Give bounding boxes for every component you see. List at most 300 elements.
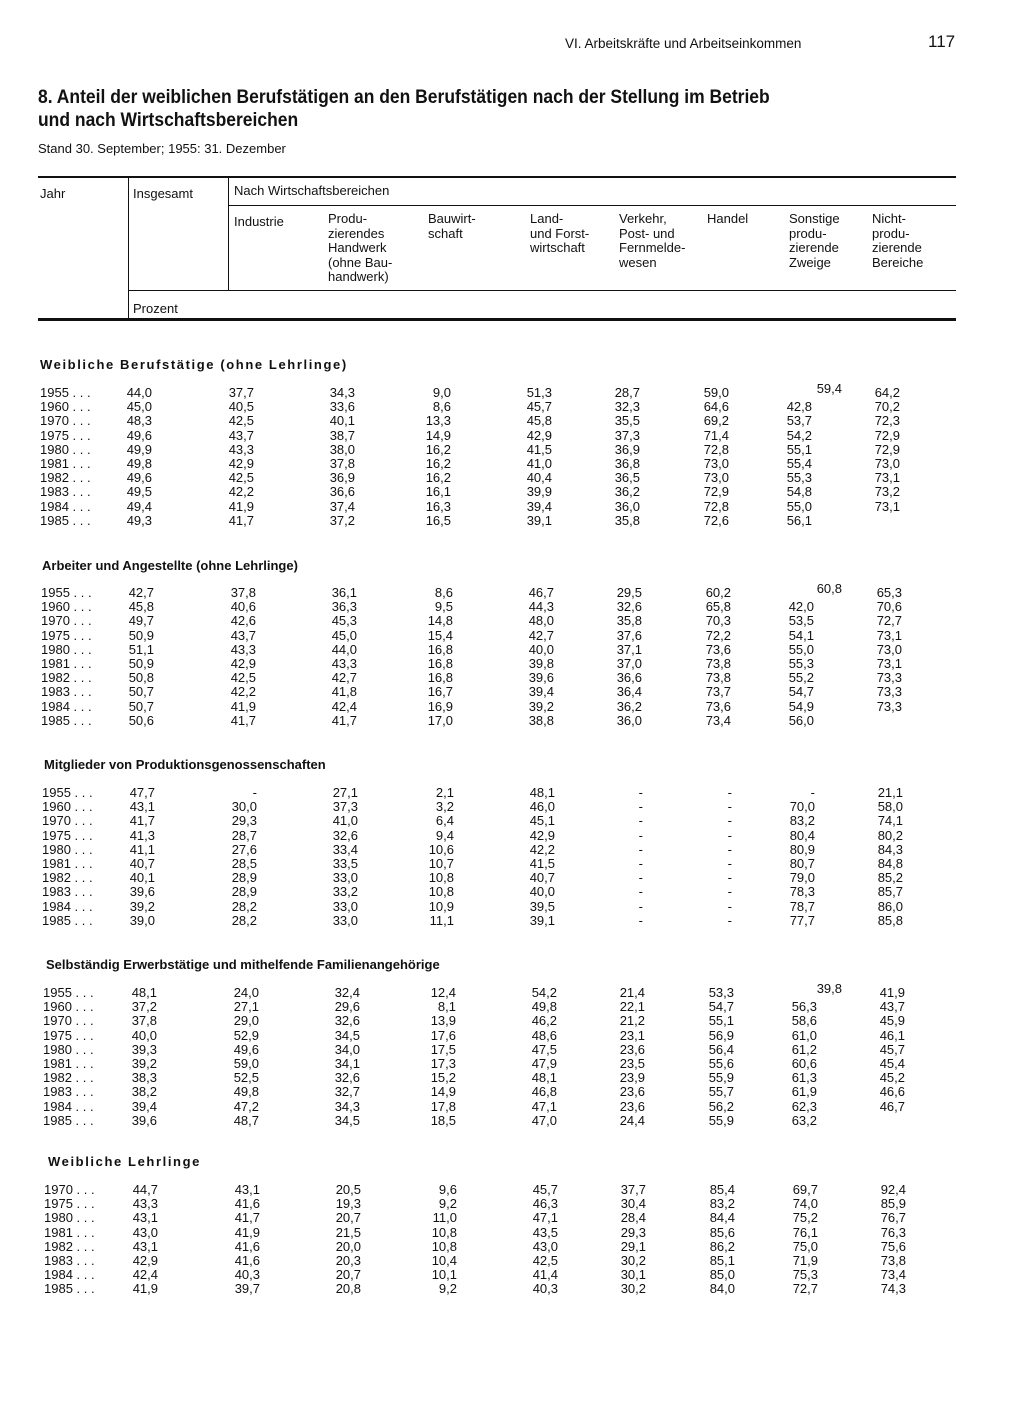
table-row [0,800,1024,814]
year-cell: 1982 . . . [44,1238,95,1254]
value-cell: 80,9 [789,841,815,857]
value-cell: 59,0 [233,1056,259,1071]
value-cell: - [727,870,732,886]
value-cell: 54,1 [788,627,814,643]
value-cell: 29,3 [231,813,257,829]
value-cell: 69,2 [703,413,729,429]
value-cell: 10,4 [431,1253,457,1268]
value-cell: 72,9 [874,427,900,443]
value-cell: 29,6 [334,999,360,1015]
table-row [0,414,1024,428]
value-cell: 36,4 [616,684,642,700]
value-cell: 55,0 [786,498,812,514]
value-cell: 39,1 [526,512,552,528]
table-row [0,981,1024,1000]
value-cell: 63,2 [791,1112,817,1128]
value-cell: 16,5 [425,512,451,528]
sub-rule [228,205,956,206]
year-cell: 1985 . . . [41,712,92,728]
section-title: Weibliche Berufstätige (ohne Lehrlinge) [40,357,348,372]
value-cell: 37,6 [616,627,642,643]
value-cell: 85,1 [709,1253,735,1268]
value-cell: 33,0 [332,870,358,886]
value-cell: 73,1 [876,656,902,671]
year-cell: 1970 . . . [42,813,93,829]
value-cell: 32,6 [616,599,642,615]
table-row [0,1197,1024,1211]
value-cell: 45,1 [529,813,555,829]
value-cell: 39,9 [526,484,552,500]
value-cell: - [638,856,643,871]
value-cell: 46,0 [529,799,555,815]
value-cell: 80,4 [789,827,815,843]
value-cell: 48,1 [131,985,157,1000]
value-cell: 32,4 [334,985,360,1000]
table-row [0,685,1024,699]
value-cell: 76,3 [880,1224,906,1240]
value-cell: 42,9 [526,427,552,443]
value-cell: 49,8 [233,1084,259,1100]
table-row [0,429,1024,443]
value-cell: 73,6 [705,698,731,714]
value-cell: 13,9 [430,1013,456,1029]
value-cell: 61,3 [791,1070,817,1086]
value-cell: 75,3 [792,1267,818,1283]
value-cell: 21,4 [619,985,645,1000]
table-row [0,643,1024,657]
value-cell: 42,5 [532,1253,558,1268]
value-cell: 75,6 [880,1238,906,1254]
value-cell: 56,9 [708,1027,734,1043]
value-cell: 16,8 [427,656,453,671]
value-cell: 58,6 [791,1013,817,1029]
value-cell: 49,9 [126,441,152,457]
value-cell: - [638,884,643,900]
year-cell: 1983 . . . [44,1253,95,1268]
value-cell: 55,9 [708,1112,734,1128]
value-cell: 11,1 [429,912,454,928]
value-cell: 72,6 [703,512,729,528]
year-cell: 1981 . . . [44,1224,95,1240]
table-row [0,614,1024,628]
value-cell: 73,0 [703,470,729,486]
value-cell: 43,1 [129,799,155,815]
value-cell: - [727,841,732,857]
value-cell: 33,2 [332,884,358,900]
value-cell: 39,2 [131,1056,157,1071]
value-cell: 38,2 [131,1084,157,1100]
year-cell: 1980 . . . [44,1210,95,1226]
value-cell: 69,7 [792,1182,818,1197]
value-cell: 58,0 [877,799,903,815]
value-cell: 24,0 [233,985,259,1000]
value-cell: 85,2 [877,870,903,886]
value-cell: 21,2 [619,1013,645,1029]
value-cell: 60,2 [705,585,731,600]
value-cell: 41,1 [129,841,155,857]
unit-rule [128,290,956,291]
value-cell: 45,9 [879,1013,905,1029]
value-cell: 36,9 [614,441,640,457]
value-cell: 37,1 [616,641,642,657]
year-cell: 1980 . . . [42,841,93,857]
value-cell: 10,8 [431,1224,457,1240]
value-cell: 36,2 [616,698,642,714]
value-cell: 23,6 [619,1041,645,1057]
col-header-industrie: Industrie [234,214,284,229]
value-cell: 42,2 [228,484,254,500]
value-cell: 41,6 [234,1196,260,1212]
value-cell: 86,2 [709,1238,735,1254]
value-cell: 37,8 [329,456,355,471]
value-cell: 8,6 [434,585,453,600]
value-cell: 36,8 [614,456,640,471]
value-cell: 8,6 [432,399,451,415]
value-cell: 52,5 [233,1070,259,1086]
table-row [0,914,1024,928]
value-cell: 42,5 [230,670,256,686]
page-number: 117 [928,32,956,51]
value-cell: 37,7 [228,385,254,400]
value-cell: 56,4 [708,1041,734,1057]
value-cell: 49,6 [126,427,152,443]
value-cell: 9,2 [438,1196,457,1212]
value-cell: 35,5 [614,413,640,429]
value-cell-offset: 39,8 [816,981,842,996]
table-row [0,1043,1024,1057]
value-cell: 46,7 [879,1098,905,1114]
value-cell: 54,2 [786,427,812,443]
value-cell: 46,3 [532,1196,558,1212]
table-row [0,814,1024,828]
value-cell: 61,2 [791,1041,817,1057]
value-cell: 72,8 [703,441,729,457]
value-cell: 50,8 [128,670,154,686]
value-cell: 28,2 [231,912,257,928]
table-row [0,671,1024,685]
year-cell: 1970 . . . [44,1182,95,1197]
value-cell: 49,8 [126,456,152,471]
col-header-jahr: Jahr [40,186,66,201]
value-cell: 40,1 [129,870,155,886]
value-cell: 54,2 [531,985,557,1000]
value-cell: 35,8 [616,613,642,629]
value-cell: - [727,912,732,928]
value-cell: 39,6 [131,1112,157,1128]
value-cell: 30,0 [231,799,257,815]
value-cell: 42,4 [132,1267,158,1283]
year-cell: 1981 . . . [40,456,91,471]
col-header-handel: Handel [707,211,749,226]
value-cell: 73,1 [874,498,900,514]
value-cell: 47,2 [233,1098,259,1114]
value-cell: - [727,856,732,871]
value-cell: 47,1 [531,1098,557,1114]
table-row [0,1240,1024,1254]
value-cell: 42,4 [331,698,357,714]
value-cell: 45,7 [879,1041,905,1057]
value-cell: 43,3 [331,656,357,671]
value-cell: 56,2 [708,1098,734,1114]
value-cell: 36,2 [614,484,640,500]
value-cell: 22,1 [619,999,645,1015]
value-cell: 73,6 [705,641,731,657]
value-cell: 55,9 [708,1070,734,1086]
value-cell: 77,7 [789,912,815,928]
value-cell: 17,3 [430,1056,456,1071]
value-cell: 37,8 [131,1013,157,1029]
year-cell: 1984 . . . [40,498,91,514]
table-row [0,471,1024,485]
value-cell: - [638,813,643,829]
value-cell: 49,8 [531,999,557,1015]
value-cell: 55,3 [788,656,814,671]
col-header-verkehr: Verkehr, Post- und Fernmelde- wesen [619,211,686,270]
value-cell: 74,3 [880,1281,906,1297]
year-cell: 1975 . . . [42,827,93,843]
value-cell: 29,0 [233,1013,259,1029]
value-cell: 23,1 [619,1027,645,1043]
year-cell: 1955 . . . [41,585,92,600]
col-header-nichtproduzierende: Nicht- produ- zierende Bereiche [872,211,924,270]
value-cell: 45,8 [526,413,552,429]
value-cell: 85,6 [709,1224,735,1240]
value-cell: 39,2 [129,898,155,914]
value-cell: 72,7 [792,1281,818,1297]
value-cell: 55,4 [786,456,812,471]
value-cell: 42,9 [228,456,254,471]
value-cell: 54,7 [708,999,734,1015]
table-subtitle: Stand 30. September; 1955: 31. Dezember [38,141,286,156]
value-cell: 20,8 [335,1281,361,1297]
table-row [0,700,1024,714]
value-cell: - [638,841,643,857]
year-cell: 1960 . . . [40,399,91,415]
value-cell: 34,3 [334,1098,360,1114]
value-cell: 46,8 [531,1084,557,1100]
col-sep-2 [228,178,229,290]
year-cell: 1981 . . . [43,1056,94,1071]
value-cell: 84,4 [709,1210,735,1226]
value-cell: 34,5 [334,1112,360,1128]
value-cell: 73,0 [876,641,902,657]
value-cell: 9,4 [435,827,454,843]
value-cell: 50,9 [128,627,154,643]
value-cell: 40,1 [329,413,355,429]
section-title: Arbeiter und Angestellte (ohne Lehrlinge) [42,558,298,573]
value-cell: 28,5 [231,856,257,871]
value-cell: 55,6 [708,1056,734,1071]
value-cell: 37,2 [329,512,355,528]
value-cell: 71,9 [792,1253,818,1268]
value-cell: - [638,898,643,914]
value-cell: 42,7 [331,670,357,686]
value-cell-offset: 59,4 [816,381,842,396]
value-cell: 9,0 [432,385,451,400]
year-cell: 1985 . . . [40,512,91,528]
value-cell: 49,7 [128,613,154,629]
value-cell: 42,9 [230,656,256,671]
value-cell: 48,3 [126,413,152,429]
value-cell: 47,9 [531,1056,557,1071]
value-cell: 29,3 [620,1224,646,1240]
value-cell: 73,3 [876,670,902,686]
value-cell: 44,0 [331,641,357,657]
value-cell: 33,0 [332,912,358,928]
value-cell: 27,1 [332,785,358,800]
value-cell: 43,5 [532,1224,558,1240]
value-cell: 32,6 [334,1070,360,1086]
value-cell: 73,1 [874,470,900,486]
value-cell: 41,0 [332,813,358,829]
value-cell: 72,9 [703,484,729,500]
value-cell: 34,0 [334,1041,360,1057]
value-cell: 37,4 [329,498,355,514]
section-title: Mitglieder von Produktionsgenossenschaften [44,757,326,772]
value-cell: 55,3 [786,470,812,486]
value-cell: 55,7 [708,1084,734,1100]
value-cell: 73,4 [880,1267,906,1283]
value-cell: 44,3 [528,599,554,615]
value-cell: 73,2 [874,484,900,500]
value-cell: 64,6 [703,399,729,415]
value-cell: 9,2 [438,1281,457,1297]
value-cell: 75,2 [792,1210,818,1226]
value-cell: 49,5 [126,484,152,500]
table-row [0,1282,1024,1296]
value-cell: 49,6 [126,470,152,486]
value-cell: 29,5 [616,585,642,600]
table-row [0,485,1024,499]
value-cell: 16,7 [427,684,453,700]
value-cell: 10,9 [428,898,454,914]
value-cell: 41,7 [331,712,357,728]
value-cell: 9,5 [434,599,453,615]
value-cell: 64,2 [874,385,900,400]
value-cell: 23,6 [619,1084,645,1100]
table-row [0,657,1024,671]
value-cell: 36,3 [331,599,357,615]
value-cell: 28,4 [620,1210,646,1226]
value-cell: - [638,785,643,800]
value-cell: 37,2 [131,999,157,1015]
table-row [0,1100,1024,1114]
value-cell: 39,3 [131,1041,157,1057]
value-cell: 18,5 [430,1112,456,1128]
value-cell: 42,2 [529,841,555,857]
value-cell: 48,1 [529,785,555,800]
value-cell: 50,9 [128,656,154,671]
value-cell: 40,3 [234,1267,260,1283]
table-row [0,1085,1024,1099]
year-cell: 1960 . . . [42,799,93,815]
value-cell: - [727,813,732,829]
value-cell: 73,3 [876,698,902,714]
value-cell: 32,3 [614,399,640,415]
value-cell: 70,0 [789,799,815,815]
value-cell: 74,1 [877,813,903,829]
value-cell: 13,3 [425,413,451,429]
table-row [0,1211,1024,1225]
value-cell: 15,4 [427,627,453,643]
value-cell: 39,5 [529,898,555,914]
value-cell: 85,4 [709,1182,735,1197]
value-cell: 49,4 [126,498,152,514]
value-cell: 48,6 [531,1027,557,1043]
value-cell: 29,1 [620,1238,646,1254]
year-cell: 1982 . . . [40,470,91,486]
value-cell: - [727,884,732,900]
table-row [0,1226,1024,1240]
value-cell: 40,0 [528,641,554,657]
year-cell: 1970 . . . [43,1013,94,1029]
value-cell: 80,7 [789,856,815,871]
value-cell: 40,0 [529,884,555,900]
value-cell: 73,8 [705,656,731,671]
value-cell: 23,9 [619,1070,645,1086]
table-row [0,871,1024,885]
value-cell: 40,6 [230,599,256,615]
table-row [0,629,1024,643]
value-cell: 30,4 [620,1196,646,1212]
value-cell: 17,0 [427,712,453,728]
value-cell: 17,5 [430,1041,456,1057]
value-cell: 45,7 [532,1182,558,1197]
value-cell: 28,9 [231,870,257,886]
value-cell: 42,7 [528,627,554,643]
value-cell: 10,6 [428,841,454,857]
value-cell: 38,8 [528,712,554,728]
year-cell: 1975 . . . [41,627,92,643]
value-cell: 62,3 [791,1098,817,1114]
value-cell: 85,7 [877,884,903,900]
col-header-sonstige: Sonstige produ- zierende Zweige [789,211,840,270]
value-cell: 34,5 [334,1027,360,1043]
value-cell: 41,9 [234,1224,260,1240]
year-cell: 1960 . . . [41,599,92,615]
value-cell: 55,2 [788,670,814,686]
value-cell: 14,9 [430,1084,456,1100]
value-cell: 37,3 [332,799,358,815]
value-cell: 40,7 [129,856,155,871]
year-cell: 1980 . . . [40,441,91,457]
value-cell: 42,6 [230,613,256,629]
value-cell: 46,1 [879,1027,905,1043]
value-cell: 70,2 [874,399,900,415]
value-cell: 36,1 [331,585,357,600]
value-cell: 41,9 [228,498,254,514]
value-cell: 27,1 [233,999,259,1015]
value-cell: 32,6 [334,1013,360,1029]
year-cell: 1975 . . . [43,1027,94,1043]
value-cell: - [727,785,732,800]
col-header-bauwirtschaft: Bauwirt- schaft [428,211,476,241]
value-cell: 33,5 [332,856,358,871]
value-cell: 3,2 [435,799,454,815]
value-cell: 83,2 [789,813,815,829]
value-cell: 42,5 [228,413,254,429]
value-cell: 23,6 [619,1098,645,1114]
section-title: Weibliche Lehrlinge [48,1154,201,1169]
value-cell: 17,8 [430,1098,456,1114]
table-row [0,1071,1024,1085]
value-cell: 45,4 [879,1056,905,1071]
value-cell: 73,8 [880,1253,906,1268]
year-cell: 1980 . . . [43,1041,94,1057]
value-cell: 10,7 [428,856,454,871]
year-cell: 1982 . . . [43,1070,94,1086]
value-cell: 61,9 [791,1084,817,1100]
